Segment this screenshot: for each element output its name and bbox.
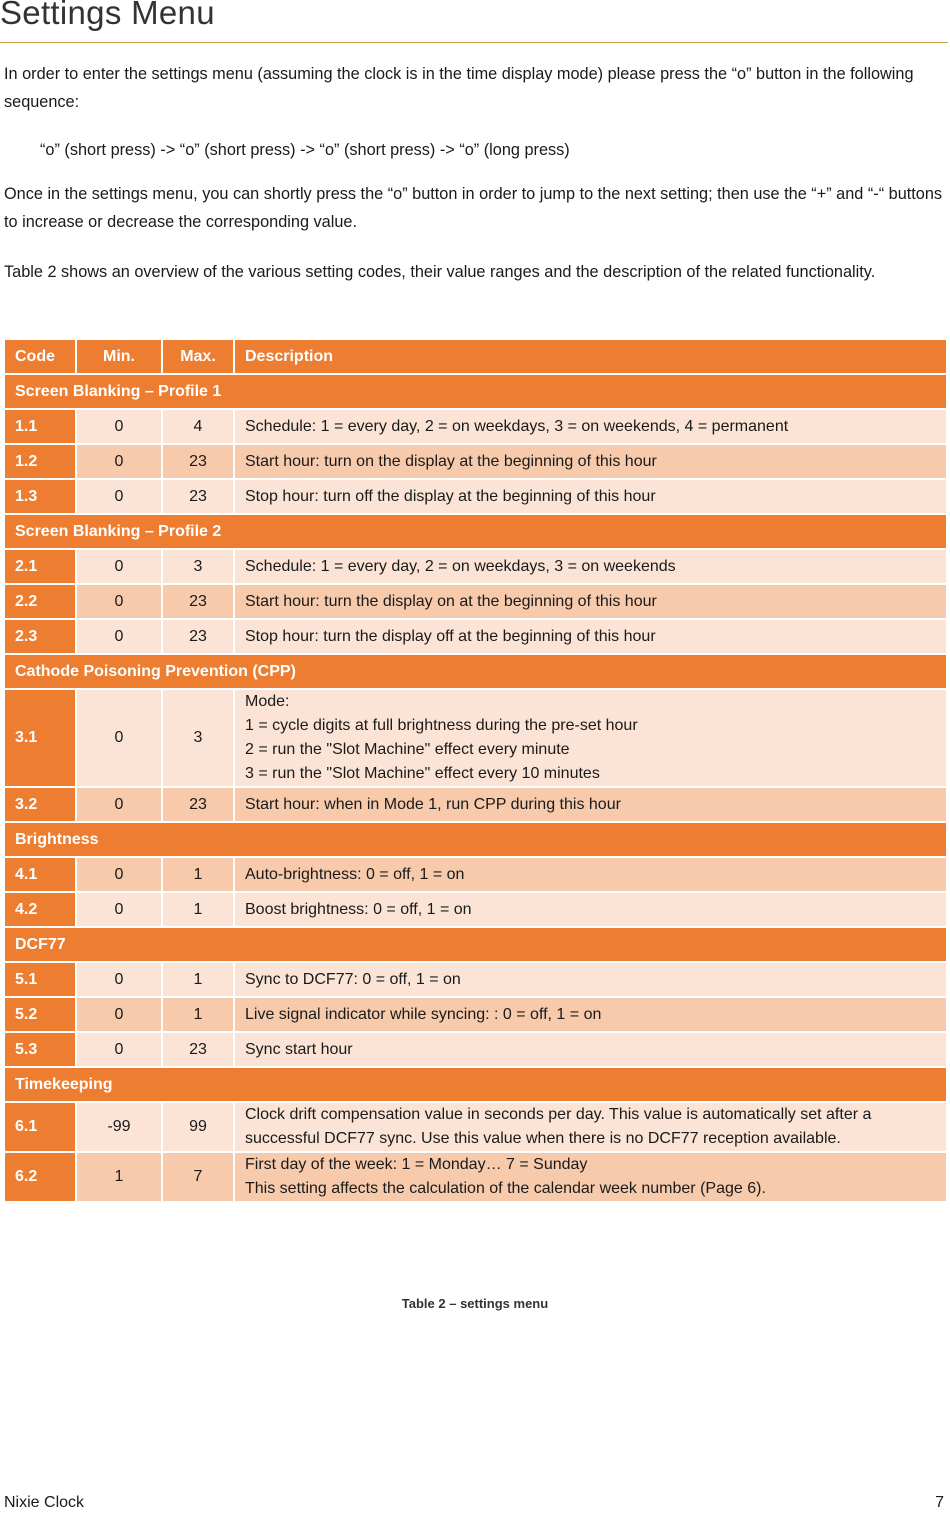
section-row — [5, 655, 946, 688]
setting-max: 99 — [163, 1103, 233, 1151]
header-code: Code — [5, 340, 75, 373]
setting-max: 23 — [163, 445, 233, 478]
table-row — [5, 893, 946, 926]
page-number: 7 — [935, 1494, 944, 1511]
setting-min: 0 — [77, 1033, 161, 1066]
description-line: First day of the week: 1 = Monday… 7 = Sunday — [245, 1156, 588, 1173]
section-title: Brightness — [5, 823, 946, 856]
table-row — [5, 550, 946, 583]
settings-table — [3, 338, 948, 1203]
setting-description — [235, 690, 946, 786]
setting-min: 0 — [77, 963, 161, 996]
sequence-paragraph: “o” (short press) -> “o” (short press) -> “o” (short press) -> “o” (long press) — [40, 141, 570, 159]
section-row — [5, 823, 946, 856]
setting-max: 23 — [163, 1033, 233, 1066]
intro-paragraph: In order to enter the settings menu (assuming the clock is in the time display mode) please press the “o” button in the following sequence: — [4, 65, 914, 111]
setting-code: 3.1 — [5, 690, 75, 786]
table-row — [5, 1103, 946, 1151]
setting-max: 3 — [163, 690, 233, 786]
setting-min: 0 — [77, 858, 161, 891]
setting-code: 4.1 — [5, 858, 75, 891]
table-row — [5, 1153, 946, 1201]
table-header-row — [5, 340, 946, 373]
section-row — [5, 928, 946, 961]
setting-min: 0 — [77, 893, 161, 926]
setting-min: -99 — [77, 1103, 161, 1151]
setting-description: Start hour: when in Mode 1, run CPP during this hour — [235, 788, 946, 821]
section-title: Timekeeping — [5, 1068, 946, 1101]
setting-max: 1 — [163, 893, 233, 926]
setting-max: 1 — [163, 998, 233, 1031]
description-line: 2 = run the "Slot Machine" effect every minute — [245, 741, 570, 758]
setting-description: Start hour: turn the display on at the beginning of this hour — [235, 585, 946, 618]
setting-min: 0 — [77, 788, 161, 821]
setting-code: 1.2 — [5, 445, 75, 478]
setting-max: 23 — [163, 480, 233, 513]
header-description: Description — [235, 340, 946, 373]
setting-description: Schedule: 1 = every day, 2 = on weekdays, 3 = on weekends — [235, 550, 946, 583]
page-title: Settings Menu — [0, 0, 215, 31]
setting-description: Auto-brightness: 0 = off, 1 = on — [235, 858, 946, 891]
setting-description: Start hour: turn on the display at the beginning of this hour — [235, 445, 946, 478]
section-title: Cathode Poisoning Prevention (CPP) — [5, 655, 946, 688]
setting-description: Stop hour: turn off the display at the beginning of this hour — [235, 480, 946, 513]
setting-description: Sync to DCF77: 0 = off, 1 = on — [235, 963, 946, 996]
setting-description: Boost brightness: 0 = off, 1 = on — [235, 893, 946, 926]
setting-min: 0 — [77, 410, 161, 443]
setting-code: 6.2 — [5, 1153, 75, 1201]
overview-paragraph: Table 2 shows an overview of the various setting codes, their value ranges and the description of the related functionality. — [4, 263, 876, 281]
header-max: Max. — [163, 340, 233, 373]
section-row — [5, 1068, 946, 1101]
table-row — [5, 585, 946, 618]
setting-min: 0 — [77, 620, 161, 653]
setting-max: 1 — [163, 963, 233, 996]
setting-code: 2.1 — [5, 550, 75, 583]
setting-code: 5.2 — [5, 998, 75, 1031]
setting-min: 0 — [77, 998, 161, 1031]
section-row — [5, 375, 946, 408]
description-line: This setting affects the calculation of the calendar week number (Page 6). — [245, 1180, 766, 1197]
setting-code: 5.3 — [5, 1033, 75, 1066]
setting-max: 23 — [163, 620, 233, 653]
section-title: DCF77 — [5, 928, 946, 961]
setting-min: 0 — [77, 550, 161, 583]
table-row — [5, 410, 946, 443]
setting-code: 3.2 — [5, 788, 75, 821]
table-row — [5, 1033, 946, 1066]
section-row — [5, 515, 946, 548]
setting-min: 0 — [77, 445, 161, 478]
table-row — [5, 998, 946, 1031]
setting-description: Sync start hour — [235, 1033, 946, 1066]
table-row — [5, 445, 946, 478]
setting-code: 4.2 — [5, 893, 75, 926]
setting-code: 6.1 — [5, 1103, 75, 1151]
section-title: Screen Blanking – Profile 1 — [5, 375, 946, 408]
setting-min: 1 — [77, 1153, 161, 1201]
table-row — [5, 690, 946, 786]
setting-code: 5.1 — [5, 963, 75, 996]
title-divider — [0, 42, 948, 43]
setting-description: Clock drift compensation value in seconds per day. This value is automatically set after a successful DCF77 sync. Use this value when there is no DCF77 reception available. — [235, 1103, 946, 1151]
setting-max: 4 — [163, 410, 233, 443]
section-title: Screen Blanking – Profile 2 — [5, 515, 946, 548]
setting-min: 0 — [77, 585, 161, 618]
setting-max: 23 — [163, 585, 233, 618]
header-min: Min. — [77, 340, 161, 373]
usage-paragraph: Once in the settings menu, you can shortly press the “o” button in order to jump to the next setting; then use the “+” and “-“ buttons to increase or decrease the corresponding value. — [4, 185, 943, 231]
description-line: 1 = cycle digits at full brightness during the pre-set hour — [245, 717, 638, 734]
setting-description: Stop hour: turn the display off at the beginning of this hour — [235, 620, 946, 653]
setting-description: Live signal indicator while syncing: : 0 = off, 1 = on — [235, 998, 946, 1031]
setting-description: Schedule: 1 = every day, 2 = on weekdays, 3 = on weekends, 4 = permanent — [235, 410, 946, 443]
table-caption: Table 2 – settings menu — [401, 1296, 549, 1311]
setting-code: 2.3 — [5, 620, 75, 653]
table-row — [5, 620, 946, 653]
setting-max: 23 — [163, 788, 233, 821]
table-row — [5, 858, 946, 891]
table-row — [5, 788, 946, 821]
setting-min: 0 — [77, 690, 161, 786]
footer-document-title: Nixie Clock — [4, 1494, 85, 1511]
table-row — [5, 480, 946, 513]
setting-description — [235, 1153, 946, 1201]
setting-code: 1.1 — [5, 410, 75, 443]
table-row — [5, 963, 946, 996]
setting-max: 3 — [163, 550, 233, 583]
setting-code: 1.3 — [5, 480, 75, 513]
description-line: 3 = run the "Slot Machine" effect every 10 minutes — [245, 765, 600, 782]
setting-max: 1 — [163, 858, 233, 891]
setting-max: 7 — [163, 1153, 233, 1201]
setting-min: 0 — [77, 480, 161, 513]
description-line: Mode: — [245, 693, 290, 710]
setting-code: 2.2 — [5, 585, 75, 618]
